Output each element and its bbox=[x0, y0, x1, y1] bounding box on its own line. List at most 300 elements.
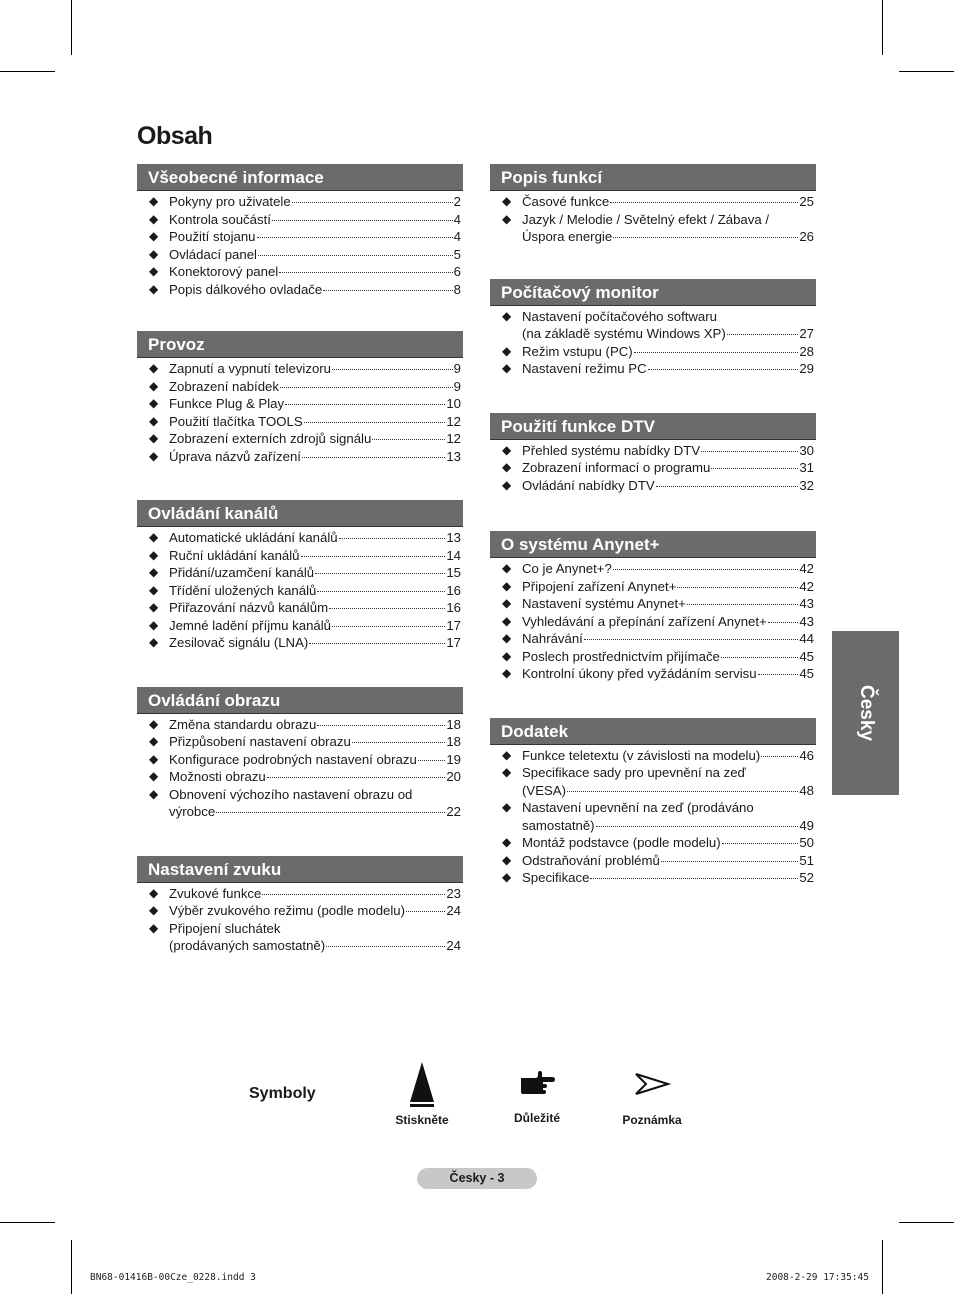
dot-leader bbox=[258, 255, 453, 256]
toc-entry-line bbox=[169, 803, 461, 821]
toc-entry-line bbox=[522, 360, 814, 378]
section-entries bbox=[137, 883, 463, 955]
toc-entry-first-line: Obnovení výchozího nastavení obrazu od bbox=[169, 786, 413, 802]
section-heading: Ovládání obrazu bbox=[137, 687, 463, 714]
diamond-bullet-icon: ◆ bbox=[502, 835, 512, 849]
toc-entry-page: 4 bbox=[453, 229, 461, 244]
diamond-bullet-icon: ◆ bbox=[502, 596, 512, 610]
dot-leader bbox=[567, 791, 798, 792]
toc-entry-line bbox=[522, 477, 814, 495]
dot-leader bbox=[317, 591, 445, 592]
toc-entry-line bbox=[522, 747, 814, 765]
toc-entry-title: výrobce bbox=[169, 804, 216, 819]
diamond-bullet-icon: ◆ bbox=[149, 769, 159, 783]
dot-leader bbox=[257, 237, 453, 238]
toc-entry-line bbox=[522, 442, 814, 460]
crop-mark bbox=[0, 71, 55, 72]
toc-entry-page: 46 bbox=[799, 747, 814, 763]
dot-leader bbox=[613, 237, 798, 238]
toc-entry[interactable] bbox=[490, 442, 816, 460]
toc-entry-title: Zapnutí a vypnutí televizoru bbox=[169, 361, 332, 376]
toc-entry[interactable] bbox=[490, 459, 816, 477]
dot-leader bbox=[262, 894, 445, 895]
diamond-bullet-icon: ◆ bbox=[149, 582, 159, 597]
toc-section bbox=[137, 500, 463, 652]
toc-entry-title: (VESA) bbox=[522, 782, 566, 798]
toc-entry-page: 48 bbox=[799, 782, 814, 798]
section-entries bbox=[490, 306, 816, 378]
toc-entry-title: Zvukové funkce bbox=[169, 885, 262, 901]
toc-entry[interactable] bbox=[490, 834, 816, 852]
dot-leader bbox=[687, 604, 798, 605]
toc-entry-line bbox=[522, 613, 814, 631]
toc-entry[interactable] bbox=[137, 920, 463, 955]
dot-leader bbox=[711, 468, 798, 469]
toc-entry[interactable] bbox=[137, 193, 463, 211]
toc-section bbox=[137, 687, 463, 821]
toc-entry-title: Montáž podstavce (podle modelu) bbox=[522, 835, 721, 850]
toc-entry[interactable] bbox=[137, 547, 463, 565]
toc-entry[interactable] bbox=[137, 786, 463, 821]
toc-entry-line bbox=[522, 869, 814, 887]
dot-leader bbox=[761, 756, 798, 757]
toc-entry[interactable] bbox=[137, 885, 463, 903]
toc-entry-page: 27 bbox=[799, 326, 814, 341]
section-entries bbox=[490, 440, 816, 495]
diamond-bullet-icon: ◆ bbox=[502, 578, 512, 593]
toc-entry-title: Funkce teletextu (v závislosti na modelu) bbox=[522, 747, 761, 763]
toc-entry[interactable] bbox=[490, 360, 816, 378]
diamond-bullet-icon: ◆ bbox=[149, 734, 159, 748]
toc-entry[interactable] bbox=[137, 448, 463, 466]
toc-entry[interactable] bbox=[137, 211, 463, 229]
diamond-bullet-icon: ◆ bbox=[502, 442, 512, 457]
toc-entry-title: Specifikace bbox=[522, 870, 590, 885]
dot-leader bbox=[590, 878, 798, 879]
toc-entry-title: Automatické ukládání kanálů bbox=[169, 530, 338, 545]
toc-entry-page: 22 bbox=[446, 804, 461, 819]
diamond-bullet-icon: ◆ bbox=[149, 264, 159, 278]
toc-entry-title: Konfigurace podrobných nastavení obrazu bbox=[169, 751, 417, 767]
toc-entry-first-line: Připojení sluchátek bbox=[169, 920, 281, 936]
page-number-badge: Česky - 3 bbox=[417, 1168, 537, 1189]
toc-entry-title: Úspora energie bbox=[522, 229, 613, 244]
toc-entry-line bbox=[522, 665, 814, 683]
toc-entry[interactable] bbox=[490, 211, 816, 246]
toc-entry[interactable] bbox=[137, 378, 463, 396]
toc-entry[interactable] bbox=[137, 716, 463, 734]
dot-leader bbox=[292, 202, 453, 203]
page-title: Obsah bbox=[137, 122, 213, 150]
arrow-note-icon bbox=[632, 1070, 672, 1098]
crop-mark bbox=[882, 1240, 883, 1294]
toc-entry-line bbox=[169, 529, 461, 547]
symbols-label: Symboly bbox=[249, 1085, 316, 1102]
dot-leader bbox=[323, 290, 452, 291]
dot-leader bbox=[304, 422, 446, 423]
toc-entry-title: (prodávaných samostatně) bbox=[169, 938, 326, 953]
toc-entry[interactable] bbox=[490, 613, 816, 631]
toc-entry[interactable] bbox=[137, 281, 463, 299]
section-entries bbox=[490, 558, 816, 683]
toc-entry-title: Konektorový panel bbox=[169, 264, 279, 279]
toc-entry[interactable] bbox=[137, 395, 463, 413]
toc-entry-line bbox=[522, 578, 814, 596]
diamond-bullet-icon: ◆ bbox=[502, 765, 512, 779]
toc-entry-title: Zobrazení informací o programu bbox=[522, 460, 711, 475]
dot-leader bbox=[332, 626, 445, 627]
toc-entry-title: Úprava názvů zařízení bbox=[169, 448, 301, 464]
toc-entry-page: 4 bbox=[453, 211, 461, 227]
toc-entry-line bbox=[169, 599, 461, 617]
toc-entry-page: 10 bbox=[446, 396, 461, 411]
toc-entry-title: Režim vstupu (PC) bbox=[522, 343, 633, 359]
language-side-tab-label: Česky bbox=[855, 685, 877, 741]
toc-entry-line bbox=[169, 902, 461, 920]
toc-entry[interactable] bbox=[490, 665, 816, 683]
toc-entry[interactable] bbox=[137, 582, 463, 600]
diamond-bullet-icon: ◆ bbox=[149, 635, 159, 649]
section-heading: Ovládání kanálů bbox=[137, 500, 463, 527]
toc-entry-title: Výběr zvukového režimu (podle modelu) bbox=[169, 903, 406, 918]
toc-entry[interactable] bbox=[137, 413, 463, 431]
toc-entry[interactable] bbox=[490, 578, 816, 596]
toc-entry-line bbox=[169, 733, 461, 751]
toc-entry-title: Ovládací panel bbox=[169, 246, 257, 262]
toc-entry[interactable] bbox=[137, 430, 463, 448]
toc-entry-title: Nastavení režimu PC bbox=[522, 361, 647, 376]
toc-entry[interactable] bbox=[490, 630, 816, 648]
section-entries bbox=[137, 191, 463, 298]
section-heading: Nastavení zvuku bbox=[137, 856, 463, 883]
toc-entry-page: 29 bbox=[799, 361, 814, 376]
toc-entry-page: 13 bbox=[446, 530, 461, 545]
toc-entry-title: Změna standardu obrazu bbox=[169, 716, 317, 732]
diamond-bullet-icon: ◆ bbox=[502, 194, 512, 208]
symbol-important bbox=[505, 1068, 569, 1125]
crop-mark bbox=[71, 1240, 72, 1294]
dot-leader bbox=[656, 486, 799, 487]
toc-entry[interactable] bbox=[137, 902, 463, 920]
diamond-bullet-icon: ◆ bbox=[502, 361, 512, 375]
toc-entry-page: 17 bbox=[446, 617, 461, 633]
toc-entry-page: 28 bbox=[799, 343, 814, 359]
toc-entry-page: 43 bbox=[799, 596, 814, 611]
diamond-bullet-icon: ◆ bbox=[502, 631, 512, 645]
dot-leader bbox=[677, 587, 798, 588]
dot-leader bbox=[406, 911, 445, 912]
diamond-bullet-icon: ◆ bbox=[149, 786, 159, 801]
dot-leader bbox=[332, 369, 453, 370]
dot-leader bbox=[722, 843, 799, 844]
toc-entry-line bbox=[169, 211, 461, 229]
symbol-press-caption: Stiskněte bbox=[395, 1113, 449, 1127]
toc-entry[interactable] bbox=[490, 869, 816, 887]
dot-leader bbox=[302, 457, 445, 458]
toc-entry[interactable] bbox=[137, 564, 463, 582]
dot-leader bbox=[418, 760, 446, 761]
toc-entry-title: Co je Anynet+? bbox=[522, 561, 612, 576]
dot-leader bbox=[280, 387, 453, 388]
toc-entry-title: Připojení zařízení Anynet+ bbox=[522, 578, 677, 594]
section-entries bbox=[490, 745, 816, 887]
dot-leader bbox=[216, 812, 445, 813]
diamond-bullet-icon: ◆ bbox=[502, 561, 512, 575]
diamond-bullet-icon: ◆ bbox=[502, 308, 512, 323]
toc-entry-page: 44 bbox=[799, 631, 814, 646]
dot-leader bbox=[596, 826, 799, 827]
toc-entry-line bbox=[169, 634, 461, 652]
diamond-bullet-icon: ◆ bbox=[149, 920, 159, 935]
toc-entry-line bbox=[522, 834, 814, 852]
toc-entry[interactable] bbox=[490, 193, 816, 211]
toc-entry-page: 2 bbox=[453, 194, 461, 209]
toc-entry-title: samostatně) bbox=[522, 817, 595, 833]
toc-entry-title: Nastavení systému Anynet+ bbox=[522, 596, 686, 611]
toc-entry-page: 15 bbox=[446, 565, 461, 580]
toc-entry-line bbox=[169, 885, 461, 903]
diamond-bullet-icon: ◆ bbox=[502, 613, 512, 628]
toc-entry[interactable] bbox=[137, 768, 463, 786]
toc-entry-line bbox=[169, 547, 461, 565]
dot-leader bbox=[309, 643, 445, 644]
toc-section bbox=[490, 718, 816, 887]
toc-section bbox=[490, 413, 816, 495]
diamond-bullet-icon: ◆ bbox=[149, 378, 159, 393]
toc-entry-line bbox=[522, 343, 814, 361]
toc-entry[interactable] bbox=[137, 360, 463, 378]
toc-entry-line bbox=[169, 448, 461, 466]
toc-entry-line bbox=[522, 648, 814, 666]
toc-entry-title: Kontrola součástí bbox=[169, 211, 271, 227]
toc-entry-line bbox=[522, 325, 814, 343]
diamond-bullet-icon: ◆ bbox=[149, 396, 159, 410]
diamond-bullet-icon: ◆ bbox=[149, 229, 159, 243]
diamond-bullet-icon: ◆ bbox=[149, 194, 159, 208]
toc-entry-title: Možnosti obrazu bbox=[169, 769, 266, 784]
toc-entry[interactable] bbox=[137, 751, 463, 769]
toc-entry[interactable] bbox=[137, 263, 463, 281]
toc-entry[interactable] bbox=[137, 246, 463, 264]
print-timestamp: 2008-2-29 17:35:45 bbox=[766, 1272, 869, 1283]
dot-leader bbox=[339, 538, 446, 539]
toc-entry-page: 5 bbox=[453, 246, 461, 262]
dot-leader bbox=[352, 742, 446, 743]
toc-entry-page: 50 bbox=[799, 835, 814, 850]
section-entries bbox=[137, 527, 463, 652]
dot-leader bbox=[315, 573, 445, 574]
toc-entry-page: 43 bbox=[799, 613, 814, 629]
toc-entry-line bbox=[522, 852, 814, 870]
crop-mark bbox=[71, 0, 72, 55]
toc-entry[interactable] bbox=[137, 634, 463, 652]
symbol-press bbox=[392, 1060, 452, 1127]
dot-leader bbox=[329, 608, 445, 609]
toc-entry-line bbox=[169, 768, 461, 786]
toc-entry-line bbox=[169, 395, 461, 413]
toc-section bbox=[137, 331, 463, 465]
toc-entry-page: 42 bbox=[799, 578, 814, 594]
diamond-bullet-icon: ◆ bbox=[502, 870, 512, 884]
toc-entry-page: 31 bbox=[799, 460, 814, 475]
toc-entry[interactable] bbox=[490, 560, 816, 578]
toc-entry-page: 6 bbox=[453, 264, 461, 279]
section-heading: O systému Anynet+ bbox=[490, 531, 816, 558]
diamond-bullet-icon: ◆ bbox=[502, 666, 512, 680]
toc-entry-page: 16 bbox=[446, 582, 461, 598]
language-side-tab[interactable] bbox=[832, 631, 899, 795]
toc-entry-page: 24 bbox=[446, 903, 461, 918]
diamond-bullet-icon: ◆ bbox=[502, 800, 512, 814]
diamond-bullet-icon: ◆ bbox=[502, 343, 512, 358]
toc-entry-line bbox=[522, 782, 814, 800]
diamond-bullet-icon: ◆ bbox=[502, 477, 512, 492]
diamond-bullet-icon: ◆ bbox=[502, 852, 512, 867]
toc-entry[interactable] bbox=[490, 595, 816, 613]
toc-entry-page: 45 bbox=[799, 648, 814, 664]
toc-entry-page: 17 bbox=[446, 635, 461, 650]
diamond-bullet-icon: ◆ bbox=[149, 903, 159, 917]
toc-entry-title: Přehled systému nabídky DTV bbox=[522, 442, 701, 458]
toc-entry-page: 16 bbox=[446, 600, 461, 615]
toc-entry[interactable] bbox=[137, 529, 463, 547]
toc-entry[interactable] bbox=[137, 599, 463, 617]
toc-entry[interactable] bbox=[490, 343, 816, 361]
toc-entry[interactable] bbox=[490, 477, 816, 495]
toc-entry-first-line: Jazyk / Melodie / Světelný efekt / Zábava / bbox=[522, 211, 770, 227]
toc-entry-line bbox=[169, 246, 461, 264]
section-entries bbox=[137, 358, 463, 465]
toc-entry-line bbox=[169, 751, 461, 769]
toc-entry-title: Ovládání nabídky DTV bbox=[522, 477, 655, 493]
toc-entry-title: Přidání/uzamčení kanálů bbox=[169, 565, 315, 580]
toc-entry-line bbox=[522, 595, 814, 613]
symbol-note bbox=[620, 1070, 684, 1127]
dot-leader bbox=[326, 946, 445, 947]
toc-entry[interactable] bbox=[490, 764, 816, 799]
section-entries bbox=[137, 714, 463, 821]
toc-entry[interactable] bbox=[490, 852, 816, 870]
dot-leader bbox=[610, 202, 798, 203]
toc-entry-page: 45 bbox=[799, 666, 814, 681]
section-entries bbox=[490, 191, 816, 246]
toc-entry-line bbox=[522, 228, 814, 246]
diamond-bullet-icon: ◆ bbox=[502, 460, 512, 474]
diamond-bullet-icon: ◆ bbox=[149, 547, 159, 562]
toc-entry-page: 52 bbox=[799, 870, 814, 885]
toc-entry[interactable] bbox=[490, 308, 816, 343]
toc-entry-page: 12 bbox=[446, 431, 461, 446]
toc-entry[interactable] bbox=[137, 733, 463, 751]
toc-entry-line bbox=[522, 193, 814, 211]
toc-entry-title: Popis dálkového ovladače bbox=[169, 281, 323, 297]
toc-entry-title: Kontrolní úkony před vyžádáním servisu bbox=[522, 666, 757, 681]
toc-entry[interactable] bbox=[490, 799, 816, 834]
toc-entry-title: Třídění uložených kanálů bbox=[169, 582, 317, 598]
toc-section bbox=[137, 164, 463, 298]
diamond-bullet-icon: ◆ bbox=[149, 885, 159, 900]
toc-entry-title: Odstraňování problémů bbox=[522, 852, 660, 868]
toc-entry-page: 9 bbox=[453, 378, 461, 394]
toc-entry[interactable] bbox=[137, 617, 463, 635]
diamond-bullet-icon: ◆ bbox=[502, 211, 512, 226]
toc-entry-title: Jemné ladění příjmu kanálů bbox=[169, 617, 332, 633]
toc-entry-page: 26 bbox=[799, 229, 814, 244]
toc-entry-line bbox=[169, 228, 461, 246]
toc-entry-line bbox=[522, 817, 814, 835]
dot-leader bbox=[648, 369, 799, 370]
toc-entry-page: 42 bbox=[799, 561, 814, 576]
section-heading: Počítačový monitor bbox=[490, 279, 816, 306]
diamond-bullet-icon: ◆ bbox=[149, 413, 159, 428]
toc-entry[interactable] bbox=[137, 228, 463, 246]
diamond-bullet-icon: ◆ bbox=[149, 281, 159, 296]
diamond-bullet-icon: ◆ bbox=[149, 751, 159, 766]
section-heading: Použití funkce DTV bbox=[490, 413, 816, 440]
toc-entry-line bbox=[169, 430, 461, 448]
diamond-bullet-icon: ◆ bbox=[149, 448, 159, 463]
toc-entry-page: 32 bbox=[799, 477, 814, 493]
toc-section bbox=[490, 279, 816, 378]
section-heading: Všeobecné informace bbox=[137, 164, 463, 191]
toc-entry-title: Použití tlačítka TOOLS bbox=[169, 413, 303, 429]
toc-entry[interactable] bbox=[490, 648, 816, 666]
toc-right-column bbox=[490, 164, 816, 887]
diamond-bullet-icon: ◆ bbox=[149, 530, 159, 544]
toc-entry-page: 24 bbox=[446, 938, 461, 953]
diamond-bullet-icon: ◆ bbox=[149, 716, 159, 731]
toc-entry-line bbox=[169, 617, 461, 635]
toc-entry-line bbox=[522, 630, 814, 648]
dot-leader bbox=[634, 352, 799, 353]
dot-leader bbox=[758, 674, 799, 675]
dot-leader bbox=[301, 556, 446, 557]
toc-entry-line bbox=[522, 459, 814, 477]
dot-leader bbox=[584, 639, 798, 640]
dot-leader bbox=[768, 622, 799, 623]
toc-entry-line bbox=[522, 560, 814, 578]
toc-entry-page: 9 bbox=[453, 361, 461, 376]
diamond-bullet-icon: ◆ bbox=[502, 747, 512, 762]
dot-leader bbox=[727, 334, 799, 335]
diamond-bullet-icon: ◆ bbox=[149, 600, 159, 614]
toc-entry-title: Zobrazení externích zdrojů signálu bbox=[169, 431, 372, 446]
toc-entry-title: Časové funkce bbox=[522, 194, 610, 209]
section-heading: Popis funkcí bbox=[490, 164, 816, 191]
symbol-note-caption: Poznámka bbox=[622, 1113, 682, 1127]
dot-leader bbox=[721, 657, 798, 658]
pointing-hand-icon bbox=[517, 1068, 557, 1100]
toc-entry-page: 20 bbox=[446, 769, 461, 784]
toc-entry-page: 23 bbox=[446, 885, 461, 901]
dot-leader bbox=[285, 404, 445, 405]
dot-leader bbox=[317, 725, 445, 726]
toc-entry-page: 8 bbox=[453, 281, 461, 297]
diamond-bullet-icon: ◆ bbox=[149, 565, 159, 579]
toc-entry-title: (na základě systému Windows XP) bbox=[522, 326, 726, 341]
toc-entry-title: Ruční ukládání kanálů bbox=[169, 547, 300, 563]
toc-entry-line bbox=[169, 937, 461, 955]
print-file-info: BN68-01416B-00Cze_0228.indd 3 bbox=[90, 1272, 256, 1283]
toc-entry-first-line: Nastavení počítačového softwaru bbox=[522, 308, 717, 324]
press-icon bbox=[407, 1060, 437, 1108]
toc-section bbox=[490, 531, 816, 683]
toc-entry[interactable] bbox=[490, 747, 816, 765]
toc-entry-line bbox=[169, 193, 461, 211]
toc-entry-page: 18 bbox=[446, 716, 461, 732]
toc-entry-title: Zesilovač signálu (LNA) bbox=[169, 635, 309, 650]
toc-entry-page: 19 bbox=[446, 751, 461, 767]
